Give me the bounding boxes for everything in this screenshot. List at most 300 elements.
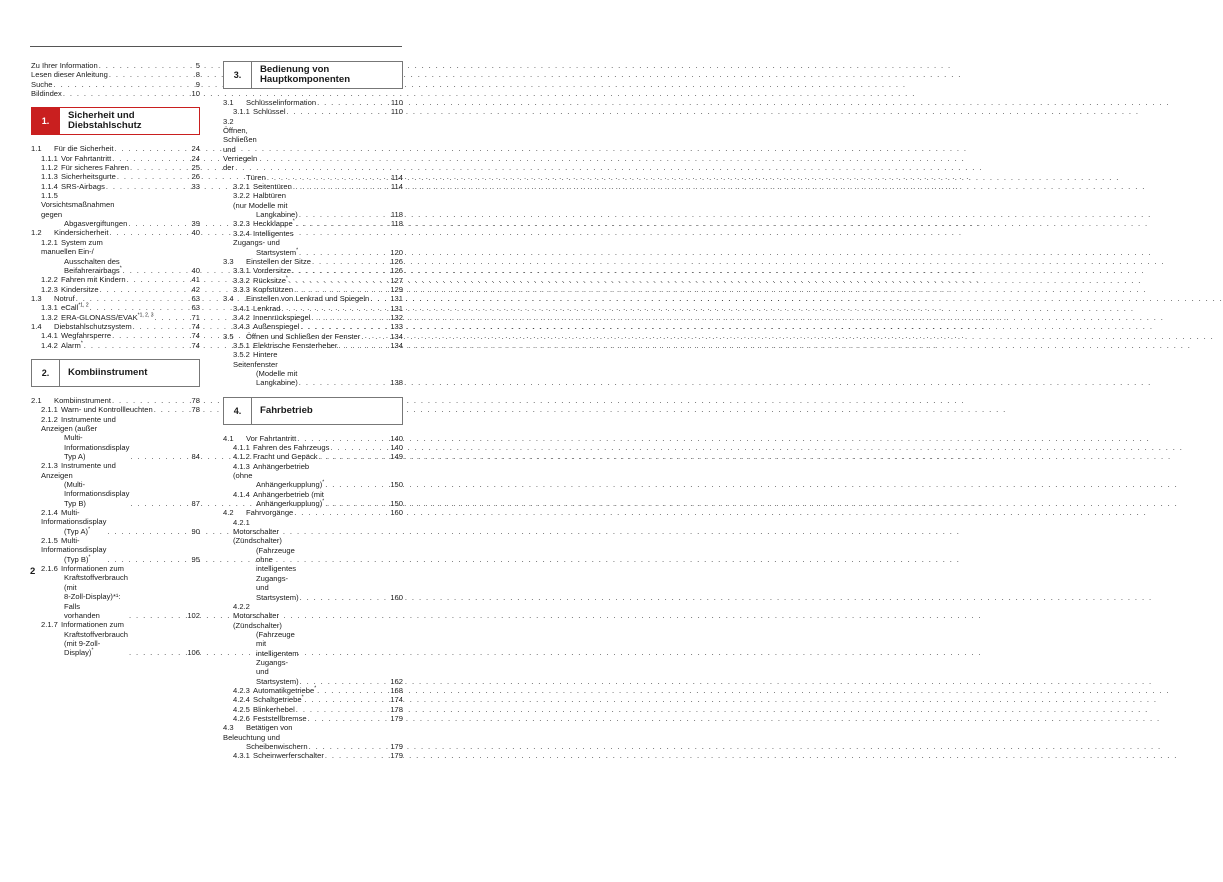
entry-label: Kindersitze xyxy=(61,284,99,294)
toc-subentry[interactable] xyxy=(223,350,403,387)
entry-label-block xyxy=(223,257,311,266)
entry-footnote-mark: *1, 2 xyxy=(78,302,89,309)
entry-footnote-mark: * xyxy=(301,694,304,701)
dot-leader xyxy=(123,266,191,275)
toc-subentry[interactable] xyxy=(223,182,403,191)
entry-number: 4.3 xyxy=(223,723,234,733)
entry-label-block xyxy=(41,163,129,172)
entry-page: 179 xyxy=(390,713,403,723)
entry-label-block xyxy=(233,490,324,509)
entry-label-block xyxy=(41,415,129,462)
dot-leader xyxy=(84,341,191,350)
entry-number: 3.4 xyxy=(223,294,234,304)
toc-subentry[interactable] xyxy=(31,191,200,228)
entry-label: ERA-GLONASS/EVAK xyxy=(61,312,138,322)
chapter-3-header[interactable] xyxy=(223,61,403,89)
dot-leader xyxy=(299,378,390,387)
dot-leader xyxy=(63,89,191,98)
dot-leader xyxy=(370,294,389,303)
toc-entry[interactable] xyxy=(223,257,403,266)
dot-leader xyxy=(106,182,191,191)
dot-leader xyxy=(289,276,389,285)
entry-label: Schlüssel xyxy=(253,107,286,117)
dot-leader xyxy=(128,219,190,228)
toc-subentry[interactable] xyxy=(223,462,403,490)
entry-number: 3.3.1 xyxy=(233,266,250,276)
entry-label: Schlüsselinformation xyxy=(246,98,317,107)
chapter-2-entries xyxy=(31,396,200,658)
entry-number: 2.1.6 xyxy=(41,564,58,574)
entry-label: Diebstahlschutzsystem xyxy=(54,321,132,331)
entry-label-block xyxy=(223,723,308,751)
entry-number: 1.1.4 xyxy=(41,181,58,191)
entry-page: 26 xyxy=(191,172,200,182)
chapter-4-entries xyxy=(223,434,403,761)
toc-entry[interactable] xyxy=(31,228,200,237)
entry-page: 95 xyxy=(191,554,200,564)
toc-subentry[interactable] xyxy=(223,107,403,116)
entry-label: Instrumente und Anzeigen (außer xyxy=(41,414,116,433)
toc-subentry[interactable] xyxy=(223,313,403,322)
entry-label-block xyxy=(233,219,295,228)
entry-number: 2.1.1 xyxy=(41,405,58,415)
chapter-number: 4. xyxy=(224,398,252,424)
entry-label: Fracht und Gepäck xyxy=(253,452,318,462)
entry-footnote-mark: * xyxy=(119,265,122,272)
toc-subentry[interactable] xyxy=(223,518,403,602)
dot-leader xyxy=(292,266,389,275)
entry-label-block xyxy=(41,238,122,275)
entry-page: 10 xyxy=(191,89,200,99)
dot-leader xyxy=(317,98,390,107)
entry-label-continued: Zugangs- und Startsystem) xyxy=(256,657,299,686)
entry-label: Außenspiegel xyxy=(253,322,300,332)
toc-subentry[interactable] xyxy=(31,405,200,414)
entry-label: Lesen dieser Anleitung xyxy=(31,70,108,80)
entry-page: 179 xyxy=(390,742,403,751)
entry-number: 3.5.1 xyxy=(233,340,250,350)
entry-label: Informationen zum xyxy=(61,564,124,574)
entry-page: 90 xyxy=(191,526,200,536)
entry-number: 4.2 xyxy=(223,508,234,518)
entry-number: 4.1.1 xyxy=(233,443,250,452)
toc-entry[interactable] xyxy=(31,294,200,303)
entry-page: 168 xyxy=(390,685,403,695)
intro-list xyxy=(31,61,200,98)
toc-subentry[interactable] xyxy=(31,163,200,172)
entry-page: 120 xyxy=(390,247,403,257)
toc-subentry[interactable] xyxy=(31,275,200,284)
entry-page: 150 xyxy=(390,480,403,490)
entry-page: 118 xyxy=(390,210,403,220)
toc-subentry[interactable] xyxy=(31,331,200,340)
entry-label-block xyxy=(41,405,153,414)
entry-number: 2.1.7 xyxy=(41,620,58,630)
dot-leader xyxy=(325,751,389,760)
toc-subentry[interactable] xyxy=(223,695,403,704)
toc-entry[interactable] xyxy=(31,61,200,70)
entry-label: SRS-Airbags xyxy=(61,181,105,191)
dot-leader xyxy=(155,313,191,322)
entry-number: 3.3.3 xyxy=(233,284,250,294)
toc-subentry[interactable] xyxy=(223,229,403,257)
entry-label-block xyxy=(41,313,154,322)
entry-label: Einstellen der Sitze xyxy=(246,256,312,266)
entry-label-block xyxy=(41,275,126,284)
dot-leader xyxy=(109,70,195,79)
entry-number: 1.2.2 xyxy=(41,275,58,285)
entry-label-continued: Anhängerkupplung) xyxy=(256,499,323,509)
chapter-title: Fahrbetrieb xyxy=(260,405,313,417)
dot-leader xyxy=(154,405,191,414)
top-rule xyxy=(30,46,402,47)
entry-label-block xyxy=(233,443,329,452)
entry-number: 3.2.2 xyxy=(233,191,250,201)
entry-label: Informationen zum xyxy=(61,620,124,630)
chapter-title: Bedienung von Hauptkomponenten xyxy=(260,63,351,85)
dot-leader xyxy=(112,396,191,405)
toc-subentry[interactable] xyxy=(31,154,200,163)
toc-subentry[interactable] xyxy=(31,313,200,322)
dot-leader xyxy=(133,322,191,331)
entry-label-block xyxy=(41,285,99,294)
toc-subentry[interactable] xyxy=(223,751,403,760)
entry-footnote-mark: * xyxy=(88,554,91,561)
entry-label: Einstellen von Lenkrad und Spiegeln xyxy=(246,294,370,304)
chapter-title: Sicherheit und Diebstahlschutz xyxy=(68,109,142,132)
entry-number: 3.2.4 xyxy=(233,228,250,238)
chapter-2-header[interactable] xyxy=(31,359,200,387)
entry-label: Fahren mit Kindern xyxy=(61,275,126,285)
dot-leader xyxy=(129,611,186,620)
entry-number: 2.1 xyxy=(31,395,42,405)
entry-footnote-mark: * xyxy=(88,526,91,533)
toc-entry[interactable] xyxy=(31,89,200,98)
entry-label-continued: (Typ A) xyxy=(64,526,89,536)
toc-subentry[interactable] xyxy=(223,602,403,686)
entry-label-block xyxy=(31,294,75,303)
dot-leader xyxy=(107,555,190,564)
toc-subentry[interactable] xyxy=(223,219,403,228)
toc-subentry[interactable] xyxy=(223,443,403,452)
entry-label-block xyxy=(223,332,360,341)
entry-label-continued: (mit 9-Zoll-Display) xyxy=(64,638,101,658)
toc-subentry[interactable] xyxy=(223,304,403,313)
entry-number: 3.4.2 xyxy=(233,312,250,322)
entry-number: 1.1 xyxy=(31,144,42,154)
entry-label: Warn- und Kontrollleuchten xyxy=(61,405,153,415)
entry-label-block xyxy=(233,350,298,387)
dot-leader xyxy=(325,499,389,508)
entry-page: 41 xyxy=(191,275,200,285)
entry-label: Anhängerbetrieb (mit xyxy=(253,489,324,499)
entry-label-block xyxy=(41,564,128,620)
toc-subentry[interactable] xyxy=(223,452,403,461)
entry-label-block xyxy=(233,518,299,602)
entry-page: 39 xyxy=(191,219,200,229)
entry-page: 160 xyxy=(390,592,403,602)
toc-subentry[interactable] xyxy=(223,714,403,723)
dot-leader xyxy=(293,182,390,191)
toc-subentry[interactable] xyxy=(223,191,403,219)
entry-label: eCall xyxy=(61,303,79,313)
entry-page: 24 xyxy=(191,144,200,154)
entry-number: 3.2.3 xyxy=(233,219,250,229)
toc-entry[interactable] xyxy=(223,434,403,443)
entry-label-continued: (Fahrzeuge ohne intelligentes xyxy=(256,545,297,574)
toc-subentry[interactable] xyxy=(31,564,200,620)
toc-subentry[interactable] xyxy=(223,490,403,509)
dot-leader xyxy=(361,332,389,341)
entry-label-block xyxy=(233,266,291,275)
dot-leader xyxy=(287,107,390,116)
entry-label-block xyxy=(233,462,324,490)
entry-label: Multi-Informationsdisplay xyxy=(41,508,107,527)
entry-page: 87 xyxy=(191,498,200,508)
dot-leader xyxy=(130,452,190,461)
entry-page: 140 xyxy=(390,433,403,443)
entry-label: Wegfahrsperre xyxy=(61,331,112,341)
dot-leader xyxy=(107,527,190,536)
entry-number: 3.3.2 xyxy=(233,275,250,285)
toc-subentry[interactable] xyxy=(223,285,403,294)
entry-label-block xyxy=(233,452,318,461)
entry-label-block xyxy=(233,285,293,294)
toc-subentry[interactable] xyxy=(31,341,200,350)
entry-label: Betätigen von Beleuchtung und xyxy=(223,723,293,742)
toc-entry[interactable] xyxy=(31,396,200,405)
entry-label-block xyxy=(233,686,316,695)
dot-leader xyxy=(311,313,389,322)
entry-number: 3.5.2 xyxy=(233,350,250,360)
entry-label-continued: (Modelle mit Langkabine) xyxy=(256,368,298,388)
entry-number: 3.1 xyxy=(223,98,234,107)
entry-number: 1.4.1 xyxy=(41,331,58,341)
entry-number: 4.2.1 xyxy=(233,517,250,527)
dot-leader xyxy=(294,285,389,294)
entry-label: Multi-Informationsdisplay xyxy=(41,536,107,555)
toc-subentry[interactable] xyxy=(31,182,200,191)
dot-leader xyxy=(300,322,389,331)
entry-label-continued: Beifahrerairbags xyxy=(64,265,120,275)
entry-number: 4.1.3 xyxy=(233,461,250,471)
entry-label: Heckklappe xyxy=(253,219,293,229)
entry-label-block xyxy=(41,303,89,312)
dot-leader xyxy=(325,480,389,489)
entry-label: Motorschalter (Zündschalter) xyxy=(233,527,282,546)
entry-page: 74 xyxy=(191,321,200,331)
entry-label-block xyxy=(233,322,299,331)
entry-label-block xyxy=(223,98,316,107)
entry-label-block xyxy=(233,341,337,350)
entry-number: 1.1.5 xyxy=(41,191,58,201)
entry-page: 140 xyxy=(390,443,403,452)
entry-label: Öffnen, Schließen und Verriegeln der xyxy=(223,126,258,173)
toc-subentry[interactable] xyxy=(223,266,403,275)
toc-entry[interactable] xyxy=(223,117,403,182)
entry-label-continued: vorhanden xyxy=(64,610,100,620)
dot-leader xyxy=(305,695,390,704)
toc-right-column xyxy=(223,61,403,761)
entry-label: Kopfstützen xyxy=(253,284,294,294)
entry-number: 3.2 xyxy=(223,116,234,126)
entry-label-continued: Abgasvergiftungen xyxy=(64,219,128,229)
toc-left-column xyxy=(31,61,200,658)
entry-label: Vor Fahrtantritt xyxy=(61,153,112,163)
entry-footnote-mark: * xyxy=(285,275,288,281)
entry-page: 8 xyxy=(195,70,200,80)
chapter-3-entries xyxy=(223,98,403,388)
entry-number: 2.1.2 xyxy=(41,414,58,424)
toc-subentry[interactable] xyxy=(223,705,403,714)
toc-entry[interactable] xyxy=(223,508,403,517)
dot-leader xyxy=(299,248,389,257)
entry-label-continued: (Typ B) xyxy=(64,554,89,564)
entry-label-block xyxy=(41,620,128,657)
toc-entry[interactable] xyxy=(223,294,403,303)
entry-label-block xyxy=(31,228,108,237)
dot-leader xyxy=(127,275,191,284)
toc-entry[interactable] xyxy=(223,723,403,751)
entry-page: 131 xyxy=(390,294,403,304)
entry-number: 3.1.1 xyxy=(233,107,250,117)
entry-page: 71 xyxy=(191,312,200,322)
entry-page: 110 xyxy=(390,107,403,117)
entry-page: 118 xyxy=(390,219,403,229)
entry-label-block xyxy=(31,322,132,331)
entry-page: 150 xyxy=(390,499,403,509)
entry-footnote-mark: * xyxy=(322,498,325,505)
entry-label-continued: Ausschalten des xyxy=(64,256,120,266)
dot-leader xyxy=(129,648,186,657)
entry-label-continued: Langkabine) xyxy=(256,210,298,220)
dot-leader xyxy=(130,163,191,172)
entry-label: Für sicheres Fahren xyxy=(61,163,129,173)
toc-subentry[interactable] xyxy=(223,341,403,350)
entry-page: 24 xyxy=(191,153,200,163)
dot-leader xyxy=(99,61,195,70)
toc-entry[interactable] xyxy=(31,322,200,331)
chapter-number: 1. xyxy=(32,108,60,134)
entry-page: 138 xyxy=(390,378,403,388)
entry-label-block xyxy=(223,117,266,182)
dot-leader xyxy=(319,452,390,461)
entry-label-block xyxy=(233,191,298,219)
entry-label-block xyxy=(41,341,83,350)
entry-label-block xyxy=(233,229,298,257)
entry-label: Öffnen und Schließen der Fenster xyxy=(246,331,361,341)
toc-entry[interactable] xyxy=(31,80,200,89)
chapter-1-header[interactable] xyxy=(31,107,200,135)
toc-subentry[interactable] xyxy=(31,415,200,462)
entry-page: 133 xyxy=(390,322,403,332)
entry-label: Bildindex xyxy=(31,89,62,99)
toc-entry[interactable] xyxy=(31,144,200,153)
entry-label-block xyxy=(41,154,111,163)
entry-label-block xyxy=(41,331,111,340)
dot-leader xyxy=(296,219,390,228)
entry-number: 1.2 xyxy=(31,228,42,238)
entry-label: Innenrückspiegel xyxy=(253,312,311,322)
dot-leader xyxy=(112,331,190,340)
entry-number: 4.2.2 xyxy=(233,601,250,611)
toc-subentry[interactable] xyxy=(223,322,403,331)
toc-subentry[interactable] xyxy=(31,303,200,312)
toc-entry[interactable] xyxy=(223,332,403,341)
entry-label: Halbtüren (nur Modelle mit xyxy=(233,191,288,210)
entry-page: 102 xyxy=(187,610,200,620)
entry-number: 2.1.5 xyxy=(41,536,58,546)
entry-label: Fahren des Fahrzeugs xyxy=(253,443,330,452)
entry-label: System zum manuellen Ein-/ xyxy=(41,237,103,257)
dot-leader xyxy=(296,705,390,714)
entry-page: 40 xyxy=(191,228,200,238)
toc-subentry[interactable] xyxy=(31,172,200,181)
entry-label-continued: (Multi-Informationsdisplay Typ B) xyxy=(64,480,130,508)
toc-entry[interactable] xyxy=(31,70,200,79)
entry-number: 3.2.1 xyxy=(233,182,250,192)
toc-subentry[interactable] xyxy=(31,620,200,657)
entry-number: 1.3.2 xyxy=(41,312,58,322)
toc-subentry[interactable] xyxy=(31,285,200,294)
entry-page: 134 xyxy=(390,340,403,350)
entry-footnote-mark: * xyxy=(292,218,295,225)
dot-leader xyxy=(309,742,390,751)
entry-number: 4.1.4 xyxy=(233,489,250,499)
entry-label-block xyxy=(41,461,129,508)
entry-number: 2.1.3 xyxy=(41,461,58,471)
chapter-title: Kombiinstrument xyxy=(68,367,148,379)
entry-page: 106 xyxy=(187,648,200,658)
dot-leader xyxy=(299,210,390,219)
entry-label: Rücksitze xyxy=(253,275,286,285)
toc-subentry[interactable] xyxy=(31,238,200,275)
entry-label: Blinkerhebel xyxy=(253,704,295,714)
entry-number: 3.5 xyxy=(223,331,234,341)
toc-subentry[interactable] xyxy=(223,686,403,695)
entry-page: 63 xyxy=(191,293,200,303)
dot-leader xyxy=(112,154,190,163)
entry-label-continued: Multi-Informationsdisplay Typ A) xyxy=(64,433,130,461)
entry-label-block xyxy=(41,191,127,228)
entry-footnote-mark: * xyxy=(91,647,94,654)
entry-label-block xyxy=(233,751,324,760)
dot-leader xyxy=(281,304,389,313)
entry-number: 1.2.1 xyxy=(41,237,58,247)
entry-label-block xyxy=(233,313,310,322)
entry-page: 110 xyxy=(390,98,403,107)
chapter-4-header[interactable] xyxy=(223,397,403,425)
dot-leader xyxy=(76,294,191,303)
entry-label-block xyxy=(233,182,292,191)
dot-leader xyxy=(297,434,389,443)
entry-label: Lenkrad xyxy=(253,303,281,313)
page-number: 2 xyxy=(30,566,36,577)
dot-leader xyxy=(294,508,389,517)
entry-footnote-mark: * xyxy=(80,340,83,347)
entry-label-continued: 8-Zoll-Display)*¹: Falls xyxy=(64,592,121,611)
entry-label-continued: Anhängerkupplung) xyxy=(256,480,323,490)
toc-subentry[interactable] xyxy=(31,508,200,536)
toc-entry[interactable] xyxy=(223,98,403,107)
toc-subentry[interactable] xyxy=(31,461,200,508)
entry-label: Zu Ihrer Information xyxy=(31,61,98,70)
entry-label-block xyxy=(233,304,280,313)
toc-subentry[interactable] xyxy=(31,536,200,564)
entry-page: 149 xyxy=(390,452,403,462)
entry-label-continued: Kraftstoffverbrauch xyxy=(64,629,129,639)
toc-subentry[interactable] xyxy=(223,276,403,285)
